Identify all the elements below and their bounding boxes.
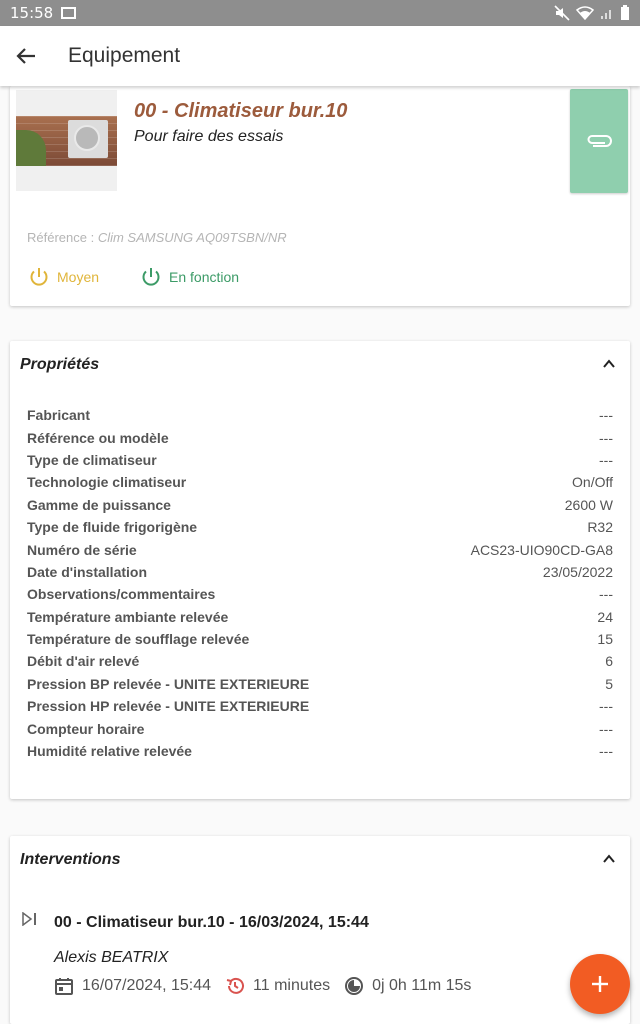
property-row — [27, 494, 613, 516]
property-value: 23/05/2022 — [542, 563, 613, 580]
chevron-up-icon[interactable] — [602, 852, 616, 866]
property-value: --- — [599, 451, 613, 468]
property-value: On/Off — [572, 474, 613, 491]
property-value: 6 — [605, 653, 613, 670]
priority-label: Moyen — [57, 269, 100, 285]
status-bar — [0, 0, 640, 26]
property-label: Référence ou modèle — [27, 429, 169, 446]
operating-label: En fonction — [169, 269, 240, 285]
property-label: Fabricant — [27, 407, 91, 424]
properties-card — [10, 341, 630, 799]
back-button[interactable] — [2, 32, 50, 80]
properties-list — [27, 404, 613, 762]
intervention-elapsed — [344, 976, 471, 996]
property-row — [27, 650, 613, 672]
operating-status — [140, 266, 239, 288]
paperclip-icon — [586, 134, 612, 148]
reference-label: Référence : — [27, 230, 98, 245]
property-row — [27, 471, 613, 493]
property-value: --- — [599, 743, 613, 760]
equipment-subtitle: Pour faire des essais — [134, 128, 284, 145]
app-bar — [0, 26, 640, 86]
property-label: Numéro de série — [27, 541, 137, 558]
property-row — [27, 516, 613, 538]
property-value: 5 — [605, 675, 613, 692]
property-value: --- — [599, 407, 613, 424]
intervention-duration — [225, 976, 330, 996]
property-row — [27, 449, 613, 471]
properties-header[interactable]: Propriétés — [20, 356, 100, 373]
property-value: --- — [599, 586, 613, 603]
property-value: R32 — [587, 519, 613, 536]
signal-icon — [600, 6, 614, 20]
status-time: 15:58 — [10, 4, 54, 22]
battery-icon — [620, 5, 630, 21]
property-label: Humidité relative relevée — [27, 743, 192, 760]
property-row — [27, 673, 613, 695]
property-label: Compteur horaire — [27, 720, 145, 737]
plus-icon — [591, 975, 609, 993]
property-row — [27, 426, 613, 448]
property-row — [27, 740, 613, 762]
property-label: Pression BP relevée - UNITE EXTERIEURE — [27, 675, 310, 692]
attachment-button[interactable] — [570, 89, 628, 193]
intervention-duration-value: 11 minutes — [253, 977, 331, 994]
status-icons — [554, 5, 630, 21]
page-title: Equipement — [68, 44, 181, 67]
history-icon — [225, 976, 245, 996]
property-label: Observations/commentaires — [27, 586, 216, 603]
priority-status — [28, 266, 99, 288]
property-value: 24 — [597, 608, 613, 625]
equipment-title: 00 - Climatiseur bur.10 — [134, 100, 348, 122]
timer-icon — [344, 976, 364, 996]
equipment-reference — [27, 230, 287, 245]
property-row — [27, 583, 613, 605]
calendar-icon — [54, 976, 74, 996]
intervention-meta — [54, 976, 485, 996]
interventions-header[interactable]: Interventions — [20, 851, 121, 868]
property-row — [27, 561, 613, 583]
property-label: Date d'installation — [27, 563, 148, 580]
property-row — [27, 606, 613, 628]
chevron-up-icon[interactable] — [602, 357, 616, 371]
arrow-left-icon — [15, 45, 37, 67]
intervention-date-value: 16/07/2024, 15:44 — [82, 977, 212, 994]
property-label: Technologie climatiseur — [27, 474, 187, 491]
intervention-technician: Alexis BEATRIX — [54, 949, 169, 966]
power-icon — [28, 266, 50, 288]
wifi-icon — [576, 6, 594, 20]
property-row — [27, 717, 613, 739]
image-notification-icon — [61, 7, 76, 19]
property-row — [27, 538, 613, 560]
property-value: ACS23-UIO90CD-GA8 — [470, 541, 613, 558]
property-value: --- — [599, 429, 613, 446]
power-icon — [140, 266, 162, 288]
intervention-title[interactable]: 00 - Climatiseur bur.10 - 16/03/2024, 15:44 — [54, 914, 369, 931]
interventions-card — [10, 836, 630, 1024]
property-label: Gamme de puissance — [27, 496, 171, 513]
mute-icon — [554, 5, 570, 21]
property-label: Type de climatiseur — [27, 451, 157, 468]
equipment-card — [10, 86, 630, 306]
property-value: 15 — [597, 631, 613, 648]
property-label: Pression HP relevée - UNITE EXTERIEURE — [27, 698, 310, 715]
skip-next-icon — [22, 912, 38, 926]
property-value: --- — [599, 698, 613, 715]
property-label: Température ambiante relevée — [27, 608, 229, 625]
reference-value: Clim SAMSUNG AQ09TSBN/NR — [97, 230, 287, 245]
property-value: 2600 W — [564, 496, 613, 513]
intervention-date — [54, 976, 211, 996]
property-row — [27, 404, 613, 426]
property-row — [27, 695, 613, 717]
property-row — [27, 628, 613, 650]
intervention-elapsed-value: 0j 0h 11m 15s — [372, 977, 472, 994]
add-intervention-button[interactable] — [570, 954, 630, 1014]
property-label: Température de soufflage relevée — [27, 631, 250, 648]
equipment-photo[interactable] — [16, 90, 117, 191]
property-label: Débit d'air relevé — [27, 653, 140, 670]
property-label: Type de fluide frigorigène — [27, 519, 198, 536]
property-value: --- — [599, 720, 613, 737]
